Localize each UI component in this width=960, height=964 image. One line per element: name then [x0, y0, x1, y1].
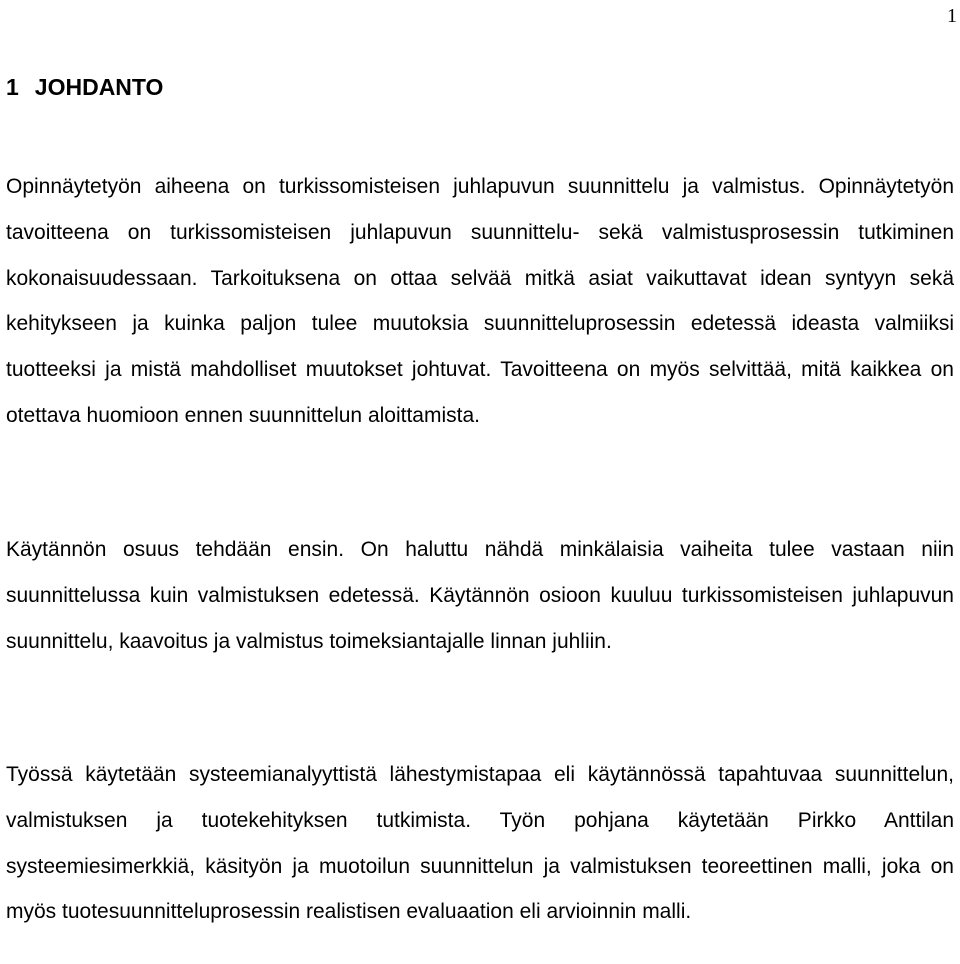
paragraph-method: Työssä käytetään systeemianalyyttistä lähestymistapaa eli käytännössä tapahtuvaa suunnittelun, valmistuksen ja tuotekehityksen tutkimista. Työn pohjana käytetään Pirkko Anttilan systeemiesimerkkiä, käsityön ja muotoilun suunnittelun ja valmistuksen teoreettinen malli, joka on myös tuotesuunnitteluprosessin realistisen evaluaation eli arvioinnin malli. — [6, 763, 954, 924]
chapter-number: 1 — [6, 74, 19, 100]
page-number: 1 — [947, 5, 957, 27]
paragraph-practical-part: Käytännön osuus tehdään ensin. On haluttu nähdä minkälaisia vaiheita tulee vastaan niin suunnittelussa kuin valmistuksen edetessä. Käytännön osioon kuuluu turkissomisteisen juhlapuvun suunnittelu, kaavoitus ja valmistus toimeksiantajalle linnan juhliin. — [6, 538, 954, 653]
paragraph-intro: Opinnäytetyön aiheena on turkissomisteisen juhlapuvun suunnittelu ja valmistus. Opinnäytetyön tavoitteena on turkissomisteisen juhlapuvun suunnittelu- sekä valmistusprosessin tutkiminen kokonaisuudessaan. Tarkoituksena on ottaa selvää mitkä asiat vaikuttavat idean syntyyn sekä kehitykseen ja kuinka paljon tulee muutoksia suunnitteluprosessin edetessä ideasta valmiiksi tuotteeksi ja mistä mahdolliset muutokset johtuvat. Tavoitteena on myös selvittää, mitä kaikkea on otettava huomioon ennen suunnittelun aloittamista. — [6, 175, 954, 427]
chapter-title: JOHDANTO — [34, 74, 164, 100]
chapter-heading — [6, 72, 163, 102]
